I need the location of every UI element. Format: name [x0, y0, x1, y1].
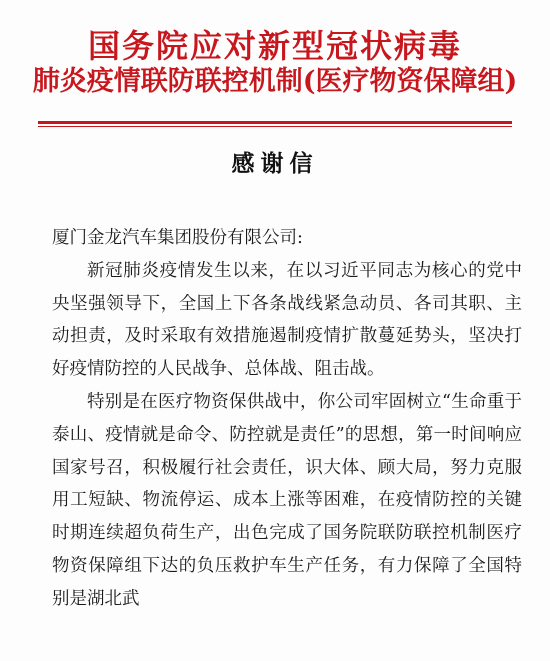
- letter-paragraph-2: 特别是在医疗物资保供战中，你公司牢固树立“生命重于泰山、疫情就是命令、防控就是责任”的思想，第一时间响应国家号召，积极履行社会责任，识大体、顾大局，努力克服用工短缺、物流停运、成本上涨等困难，在疫情防控的关键时期连续超负荷生产，出色完成了国务院联防联控机制医疗物资保障组下达的负压救护车生产任务，有力保障了全国特别是湖北武: [52, 391, 522, 609]
- letterhead-divider-thick: [38, 121, 512, 124]
- document-title: 感谢信: [231, 151, 319, 177]
- letter-body: [52, 222, 522, 616]
- letterhead: [0, 27, 550, 97]
- letterhead-line-1: 国务院应对新型冠状病毒: [87, 27, 462, 65]
- letter-salutation: 厦门金龙汽车集团股份有限公司:: [52, 228, 303, 248]
- letterhead-divider-thin: [38, 126, 512, 127]
- letter-paragraph-1: 新冠肺炎疫情发生以来，在以习近平同志为核心的党中央坚强领导下，全国上下各条战线紧急动员、各司其职、主动担责，及时采取有效措施遏制疫情扩散蔓延势头，坚决打好疫情防控的人民战争、总体战、阻击战。: [52, 260, 522, 380]
- letterhead-line-2: 肺炎疫情联防联控机制(医疗物资保障组): [32, 65, 518, 97]
